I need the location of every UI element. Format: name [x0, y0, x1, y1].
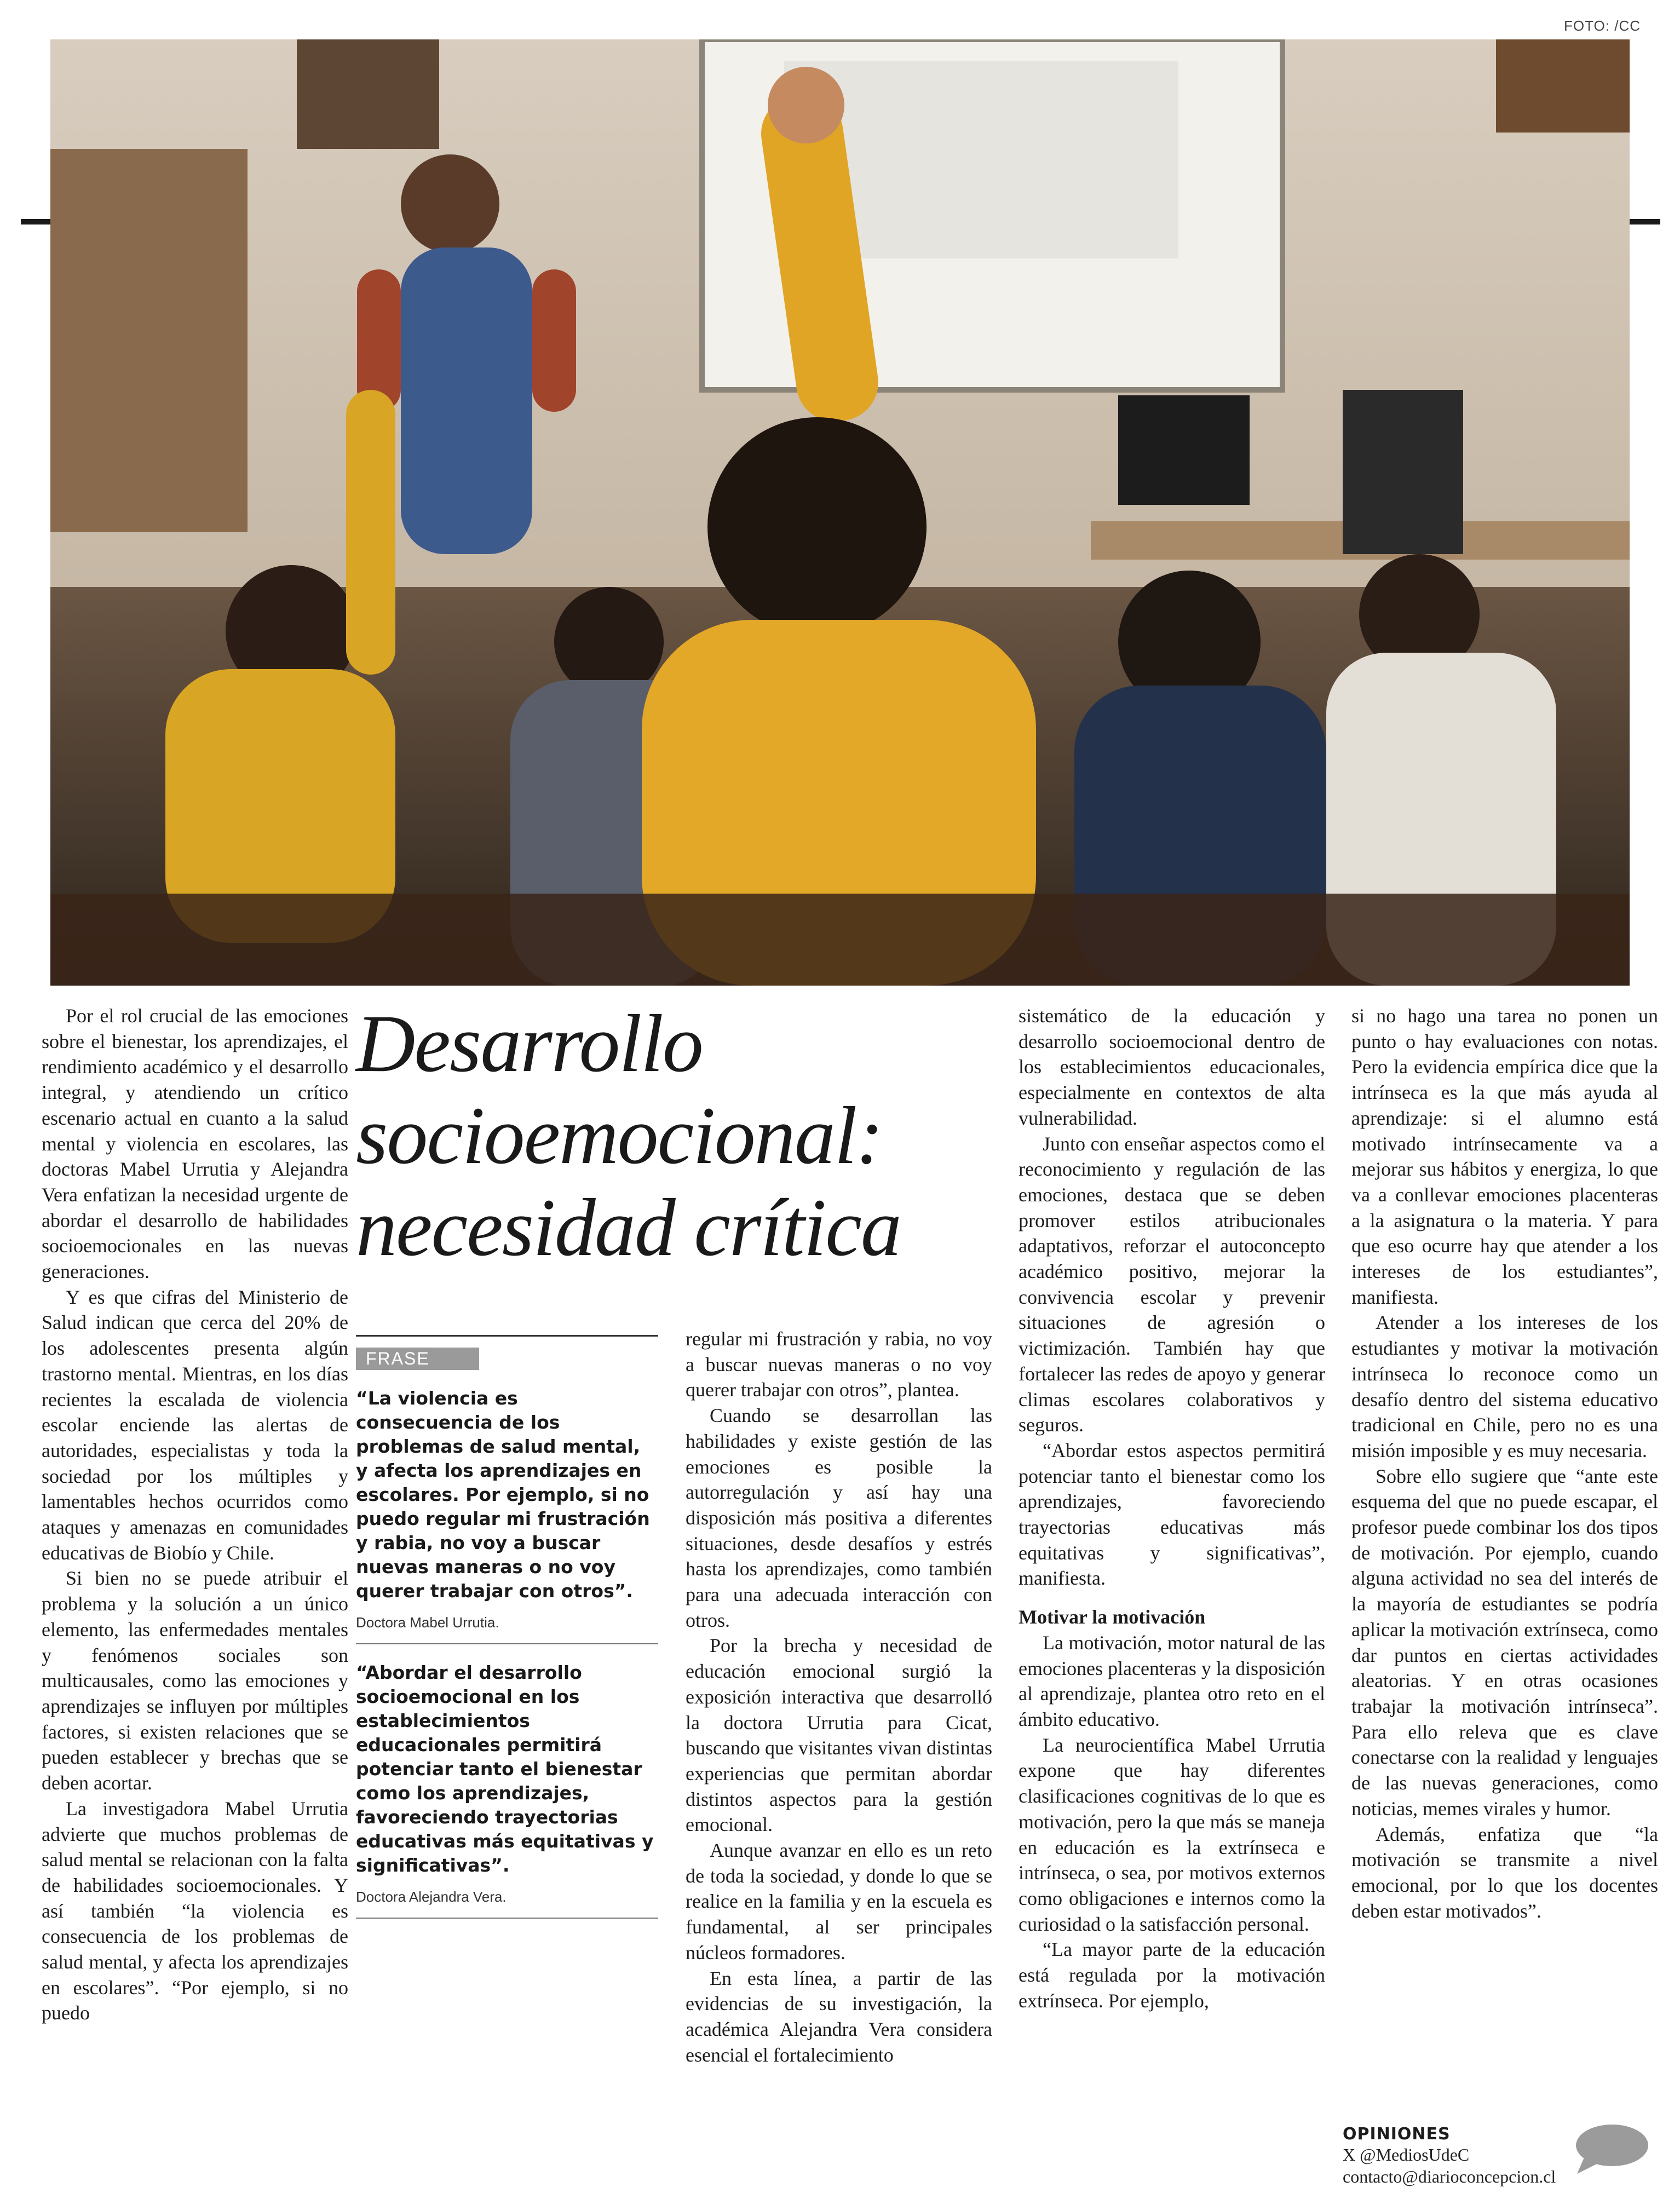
classroom-illustration [50, 39, 1630, 986]
twitter-handle[interactable]: X @MediosUdeC [1343, 2145, 1470, 2165]
paragraph: Además, enfatiza que “la motivación se transmite a nivel emocional, por lo que los docentes deben estar motivados”. [1351, 1823, 1658, 1922]
paragraph: regular mi frustración y rabia, no voy a buscar nuevas maneras o no voy querer trabajar con otros”, plantea. [686, 1328, 992, 1401]
speech-bubble-icon [1573, 2122, 1649, 2176]
paragraph: Junto con enseñar aspectos como el reconocimiento y regulación de las emociones, destaca que se deben promover estilos atribucionales adaptativos, reforzar el autoconcepto académico positivo, mejorar la convivencia escolar y prevenir situaciones de agresión o victimización. También hay que fortalecer las redes de apoyo y generar climas escolares colaborativos y seguros. [1019, 1132, 1325, 1436]
paragraph: Cuando se desarrollan las habilidades y existe gestión de las emociones es posible la autorregulación y así hay una disposición más positiva a diferentes situaciones, desde desafíos y estrés hasta los aprendizajes, como también para una adecuada interacción con otros. [686, 1404, 992, 1631]
headline-line-1: Desarrollo [356, 998, 703, 1089]
photo-credit: FOTO: /CC [1564, 18, 1641, 34]
opinions-heading: OPINIONES [1343, 2125, 1451, 2144]
pull-quote-2: “Abordar el desarrollo socioemocional en los establecimientos educacionales permitirá potenciar tanto el bienestar como los aprendizajes, favoreciendo trayectorias educativas más equitativas y significativas”. [356, 1662, 654, 1876]
classroom-photo [50, 39, 1630, 986]
paragraph: En esta línea, a partir de las evidencias de su investigación, la académica Alejandra Vera considera esencial el fortalecimiento [686, 1967, 992, 2066]
headline [356, 998, 1040, 1274]
headline-line-3: necesidad crítica [356, 1182, 901, 1273]
column-4 [1019, 1003, 1325, 2013]
quote-divider [356, 1643, 658, 1644]
paragraph: Y es que cifras del Ministerio de Salud indican que cerca del 20% de los adolescentes presenta algún trastorno mental. Mientras, en los días recientes la escalada de violencia escolar enciende las alertas de autoridades, especialistas y toda la sociedad por los múltiples y lamentables hechos ocurridos como ataques y amenazas en comunidades educativas de Biobío y Chile. [42, 1286, 348, 1564]
headline-line-2: socioemocional: [356, 1090, 883, 1181]
paragraph: Por la brecha y necesidad de educación emocional surgió la exposición interactiva que desarrolló la doctora Urrutia para Cicat, buscando que visitantes vivan distintas experiencias que permitan abordar distintos aspectos para la gestión emocional. [686, 1634, 992, 1836]
column-3 [686, 1326, 992, 2068]
paragraph: La motivación, motor natural de las emociones placenteras y la disposición al aprendizaje, plantea otro reto en el ámbito educativo. [1019, 1631, 1325, 1730]
paragraph: La neurocientífica Mabel Urrutia expone que hay diferentes clasificaciones cognitivas de lo que es motivación, pero la que más se maneja en educación es la extrínseca e intrínseca, o sea, por motivos externos como obligaciones e internos como la curiosidad o la satisfacción personal. [1019, 1734, 1325, 1935]
paragraph: Aunque avanzar en ello es un reto de toda la sociedad, y donde lo que se realice en la familia y en la escuela es fundamental, al ser principales núcleos formadores. [686, 1839, 992, 1964]
paragraph: Sobre ello sugiere que “ante este esquema del que no puede escapar, el profesor puede combinar los dos tipos de motivación. Por ejemplo, cuando alguna actividad no sea del interés de la mayoría de estudiantes se podría aplicar la motivación extrínseca, como dar puntos en ciertas actividades aleatorias. Y en otras ocasiones trabajar la motivación intrínseca”. Para ello releva que es clave conectarse con la realidad y lenguajes de las nuevas generaciones, como noticias, memes virales y humor. [1351, 1465, 1658, 1820]
pull-quote-1: “La violencia es consecuencia de los problemas de salud mental, y afecta los aprendizajes en escolares. Por ejemplo, si no puedo regular mi frustración y rabia, no voy a buscar nuevas maneras o no voy querer trabajar con otros”. [356, 1388, 650, 1602]
quote-box-bottom-rule [356, 1918, 658, 1919]
right-rule [1630, 219, 1660, 224]
paragraph: si no hago una tarea no ponen un punto o hay evaluaciones con notas. Pero la evidencia empírica dice que la intrínseca es la que más ayuda al aprendizaje: si el alumno está motivado intrínsecamente va a mejorar sus hábitos y energiza, lo que va a conllevar emociones placenteras a la asignatura o la materia. Y para que eso ocurre hay que atender a los intereses de los estudiantes”, manifiesta. [1351, 1005, 1658, 1308]
quote-source-1: Doctora Mabel Urrutia. [356, 1614, 499, 1631]
quote-source-2: Doctora Alejandra Vera. [356, 1889, 507, 1905]
paragraph: La investigadora Mabel Urrutia advierte que muchos problemas de salud mental se relacionan con la falta de habilidades socioemocionales. Y así también “la violencia es consecuencia de los problemas de salud mental, y afecta los aprendizajes en escolares”. “Por ejemplo, si no puedo [42, 1797, 348, 2024]
paragraph: “Abordar estos aspectos permitirá potenciar tanto el bienestar como los aprendizajes, favoreciendo trayectorias educativas más equitativas y significativas”, manifiesta. [1019, 1439, 1325, 1590]
paragraph: Atender a los intereses de los estudiantes y motivar la motivación intrínseca lo reconoce como un desafío dentro del sistema educativo tradicional en Chile, pero no es una misión imposible y es muy necesaria. [1351, 1311, 1658, 1461]
column-5 [1351, 1003, 1658, 1924]
subheading: Motivar la motivación [1019, 1606, 1206, 1628]
paragraph: sistemático de la educación y desarrollo socioemocional dentro de los establecimientos educacionales, especialmente en contextos de alta vulnerabilidad. [1019, 1005, 1325, 1129]
quote-box-top-rule [356, 1335, 658, 1337]
quote-box [356, 1335, 658, 1919]
frase-tag: FRASE [356, 1348, 479, 1370]
left-rule [21, 219, 51, 224]
column-1 [42, 1003, 348, 2026]
paragraph: Por el rol crucial de las emociones sobre el bienestar, los aprendizajes, el rendimiento académico y el desarrollo integral, y atendiendo un crítico escenario actual en cuanto a la salud mental y violencia en escolares, las doctoras Mabel Urrutia y Alejandra Vera enfatizan la necesidad urgente de abordar el desarrollo de habilidades socioemocionales en las nuevas generaciones. [42, 1005, 348, 1283]
paragraph: Si bien no se puede atribuir el problema y la solución a un único elemento, las enfermedades mentales y fenómenos sociales son multicausales, como las emociones y aprendizajes se influyen por múltiples factores, si existen relaciones que se pueden establecer y brechas que se deben acortar. [42, 1567, 348, 1794]
contact-email[interactable]: contacto@diarioconcepcion.cl [1343, 2167, 1556, 2186]
paragraph: “La mayor parte de la educación está regulada por la motivación extrínseca. Por ejemplo, [1019, 1938, 1325, 2012]
